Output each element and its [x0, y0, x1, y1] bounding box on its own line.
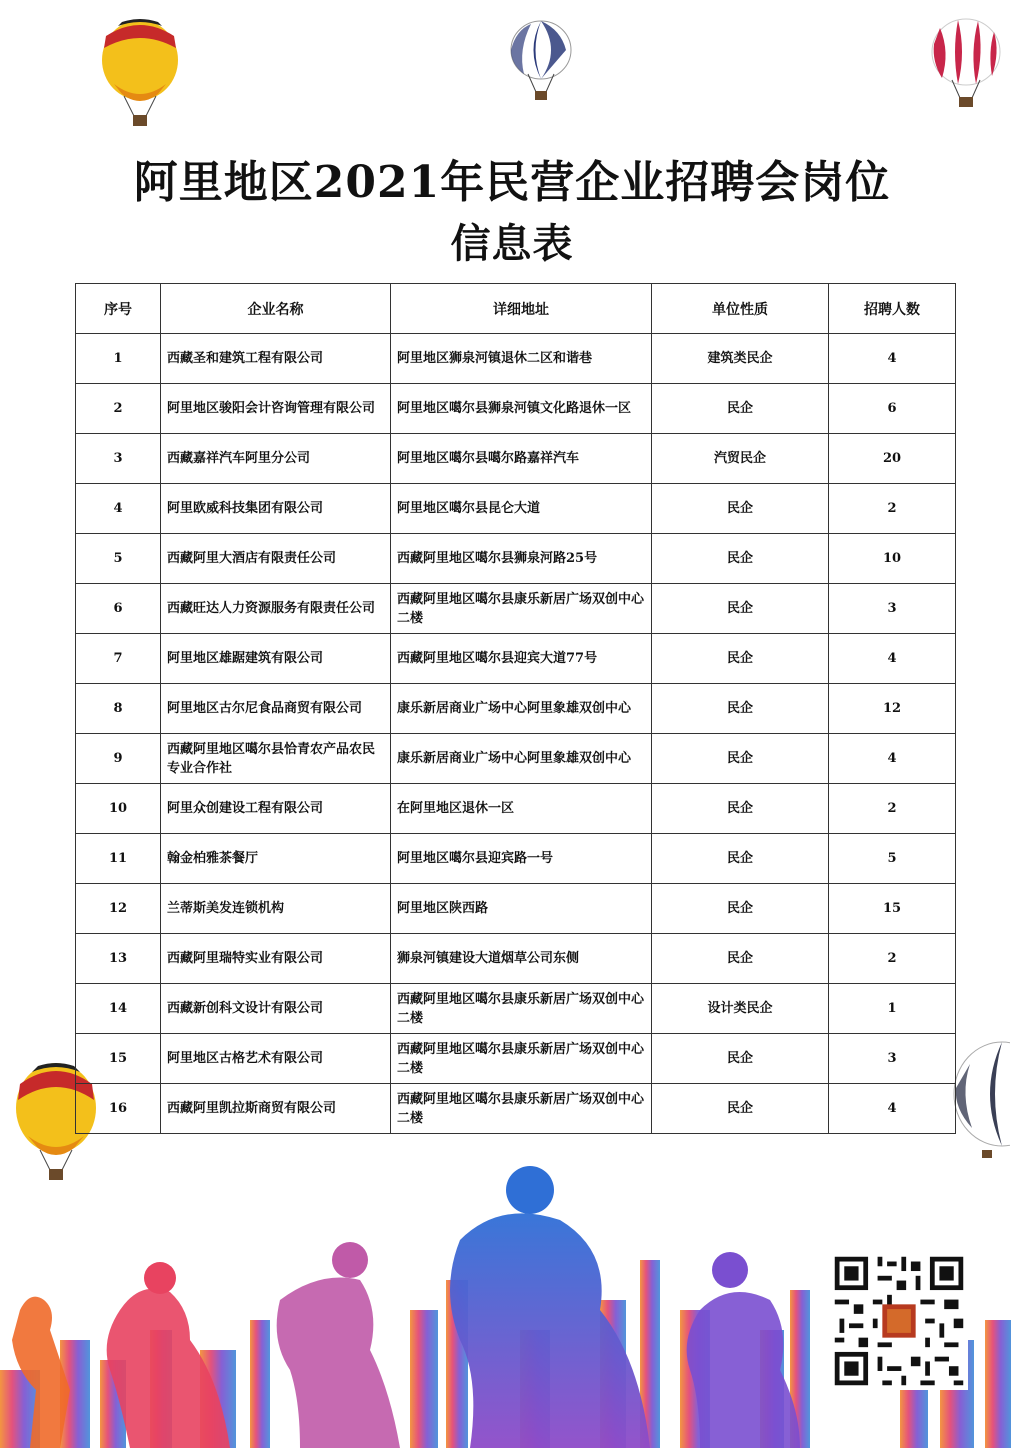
row-count: 20 [829, 434, 956, 484]
row-no: 11 [76, 834, 161, 884]
row-no: 15 [76, 1034, 161, 1084]
row-no: 7 [76, 634, 161, 684]
row-address: 西藏阿里地区噶尔县康乐新居广场双创中心二楼 [391, 1084, 652, 1134]
header-address: 详细地址 [391, 284, 652, 334]
row-no: 9 [76, 734, 161, 784]
row-no: 12 [76, 884, 161, 934]
row-address: 阿里地区陕西路 [391, 884, 652, 934]
table-row [76, 534, 956, 584]
row-count: 4 [829, 1084, 956, 1134]
row-count: 3 [829, 1034, 956, 1084]
page-title: 阿里地区2021年民营企业招聘会岗位 [133, 157, 891, 208]
row-company: 兰蒂斯美发连锁机构 [161, 884, 391, 934]
table-row [76, 634, 956, 684]
table-row [76, 984, 956, 1034]
table-row [76, 684, 956, 734]
row-type: 汽贸民企 [652, 434, 829, 484]
row-company: 阿里地区骏阳会计咨询管理有限公司 [161, 384, 391, 434]
row-company: 西藏嘉祥汽车阿里分公司 [161, 434, 391, 484]
row-company: 西藏阿里地区噶尔县恰青农产品农民专业合作社 [161, 734, 391, 784]
row-address: 康乐新居商业广场中心阿里象雄双创中心 [391, 734, 652, 784]
row-address: 阿里地区狮泉河镇退休二区和谐巷 [391, 334, 652, 384]
table-header-row [76, 284, 956, 334]
row-type: 设计类民企 [652, 984, 829, 1034]
row-count: 2 [829, 484, 956, 534]
row-address: 西藏阿里地区噶尔县迎宾大道77号 [391, 634, 652, 684]
row-company: 阿里地区古格艺术有限公司 [161, 1034, 391, 1084]
row-no: 14 [76, 984, 161, 1034]
row-company: 西藏阿里瑞特实业有限公司 [161, 934, 391, 984]
header-type: 单位性质 [652, 284, 829, 334]
header-count: 招聘人数 [829, 284, 956, 334]
row-type: 民企 [652, 384, 829, 434]
row-company: 西藏旺达人力资源服务有限责任公司 [161, 584, 391, 634]
row-type: 民企 [652, 1034, 829, 1084]
row-type: 民企 [652, 784, 829, 834]
row-count: 12 [829, 684, 956, 734]
row-no: 8 [76, 684, 161, 734]
row-type: 民企 [652, 834, 829, 884]
row-count: 1 [829, 984, 956, 1034]
balloon-pink-white-icon [930, 18, 1002, 110]
balloon-blue-white-icon [506, 20, 576, 102]
row-type: 民企 [652, 584, 829, 634]
row-address: 康乐新居商业广场中心阿里象雄双创中心 [391, 684, 652, 734]
header-no: 序号 [76, 284, 161, 334]
row-type: 民企 [652, 534, 829, 584]
row-company: 阿里众创建设工程有限公司 [161, 784, 391, 834]
row-company: 阿里地区雄踞建筑有限公司 [161, 634, 391, 684]
table-row [76, 434, 956, 484]
row-address: 阿里地区噶尔县狮泉河镇文化路退休一区 [391, 384, 652, 434]
row-type: 民企 [652, 734, 829, 784]
row-no: 10 [76, 784, 161, 834]
row-company: 西藏阿里大酒店有限责任公司 [161, 534, 391, 584]
header-company: 企业名称 [161, 284, 391, 334]
row-address: 狮泉河镇建设大道烟草公司东侧 [391, 934, 652, 984]
row-no: 6 [76, 584, 161, 634]
table-row [76, 834, 956, 884]
row-no: 3 [76, 434, 161, 484]
row-type: 建筑类民企 [652, 334, 829, 384]
qr-code-icon [830, 1252, 968, 1390]
row-count: 5 [829, 834, 956, 884]
row-company: 西藏圣和建筑工程有限公司 [161, 334, 391, 384]
row-type: 民企 [652, 634, 829, 684]
row-count: 6 [829, 384, 956, 434]
table-row [76, 784, 956, 834]
row-company: 阿里地区古尔尼食品商贸有限公司 [161, 684, 391, 734]
row-address: 阿里地区噶尔县噶尔路嘉祥汽车 [391, 434, 652, 484]
row-count: 2 [829, 934, 956, 984]
row-address: 在阿里地区退休一区 [391, 784, 652, 834]
row-count: 10 [829, 534, 956, 584]
table-row [76, 334, 956, 384]
table-row [76, 934, 956, 984]
table-row [76, 384, 956, 434]
row-count: 4 [829, 334, 956, 384]
balloon-yellow-red-icon [100, 18, 180, 130]
table-row [76, 484, 956, 534]
row-company: 西藏阿里凯拉斯商贸有限公司 [161, 1084, 391, 1134]
row-count: 2 [829, 784, 956, 834]
row-no: 13 [76, 934, 161, 984]
job-info-table [75, 283, 956, 1134]
row-type: 民企 [652, 484, 829, 534]
row-company: 翰金柏雅茶餐厅 [161, 834, 391, 884]
table-row [76, 1034, 956, 1084]
row-company: 阿里欧威科技集团有限公司 [161, 484, 391, 534]
table-row [76, 1084, 956, 1134]
row-address: 西藏阿里地区噶尔县康乐新居广场双创中心二楼 [391, 1034, 652, 1084]
row-count: 4 [829, 634, 956, 684]
row-type: 民企 [652, 884, 829, 934]
page-subtitle: 信息表 [450, 220, 574, 267]
row-type: 民企 [652, 684, 829, 734]
row-address: 西藏阿里地区噶尔县康乐新居广场双创中心二楼 [391, 584, 652, 634]
row-no: 16 [76, 1084, 161, 1134]
row-company: 西藏新创科文设计有限公司 [161, 984, 391, 1034]
row-no: 5 [76, 534, 161, 584]
row-address: 西藏阿里地区噶尔县康乐新居广场双创中心二楼 [391, 984, 652, 1034]
row-address: 西藏阿里地区噶尔县狮泉河路25号 [391, 534, 652, 584]
table-row [76, 884, 956, 934]
table-row [76, 584, 956, 634]
row-address: 阿里地区噶尔县迎宾路一号 [391, 834, 652, 884]
row-count: 3 [829, 584, 956, 634]
row-count: 4 [829, 734, 956, 784]
row-count: 15 [829, 884, 956, 934]
row-type: 民企 [652, 934, 829, 984]
row-no: 2 [76, 384, 161, 434]
row-type: 民企 [652, 1084, 829, 1134]
row-no: 1 [76, 334, 161, 384]
row-no: 4 [76, 484, 161, 534]
table-row [76, 734, 956, 784]
balloon-blue-white-icon [950, 1024, 1010, 1160]
row-address: 阿里地区噶尔县昆仑大道 [391, 484, 652, 534]
